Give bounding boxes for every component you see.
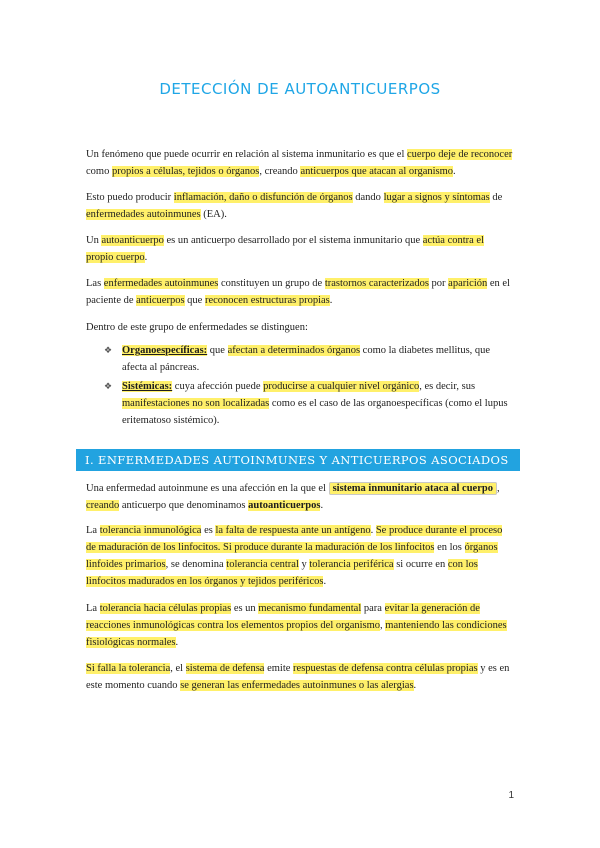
page-title: DETECCIÓN DE AUTOANTICUERPOS: [159, 80, 441, 98]
paragraph-autoimmune-definition: Una enfermedad autoinmune es una afección en la que el sistema inmunitario ataca al cuerpo , creando anticuerpo que denominamos autoanticuerpos.: [86, 483, 500, 511]
highlight: tolerancia central: [226, 559, 299, 570]
diamond-bullet-icon: ❖: [104, 381, 113, 391]
paragraph-tolerance-failure: Si falla la tolerancia, el sistema de defensa emite respuestas de defensa contra células propias y es en este momento cuando se generan las enfermedades autoinmunes o las alergias.: [86, 663, 510, 691]
paragraph-autoantibody-definition: Un autoanticuerpo es un anticuerpo desarrollado por el sistema inmunitario que actúa contra el propio cuerpo.: [86, 235, 485, 263]
highlight: enfermedades autoinmunes: [103, 278, 219, 289]
highlight: cuerpo deje de reconocer: [407, 149, 513, 160]
highlight: manifestaciones no son localizadas: [122, 398, 270, 409]
highlight: órganos linfoides primarios: [86, 542, 498, 570]
paragraph-effects: Esto puedo producir inflamación, daño o disfunción de órganos dando lugar a signos y síntomas de enfermedades autoinmunes (EA).: [86, 192, 503, 220]
highlight: respuestas de defensa contra células propias: [293, 663, 478, 674]
highlight: autoanticuerpos: [248, 500, 321, 511]
highlight: tolerancia inmunológica: [99, 525, 202, 536]
highlight: tolerancia periférica: [309, 559, 394, 570]
highlight: tolerancia hacia células propias: [99, 603, 232, 614]
highlight: anticuerpos: [136, 295, 185, 306]
highlight: se generan las enfermedades autoinmunes o las alergias: [180, 680, 414, 691]
highlight: aparición: [448, 278, 488, 289]
highlight: manteniendo las condiciones fisiológicas normales: [86, 620, 507, 648]
highlight: la falta de respuesta ante un antígeno: [215, 525, 371, 536]
highlight: creando: [86, 500, 120, 511]
highlight: inflamación, daño o disfunción de órganos: [173, 192, 353, 203]
highlight: propios a células, tejidos o órganos: [111, 166, 260, 177]
highlight: con los linfocitos madurados en los órganos y tejidos periféricos: [86, 559, 478, 587]
highlight: sistema inmunitario ataca al cuerpo: [329, 482, 497, 495]
highlight: afectan a determinados órganos: [227, 345, 361, 356]
highlight: anticuerpos que atacan al organismo: [300, 166, 454, 177]
paragraph-self-tolerance: La tolerancia hacia células propias es un mecanismo fundamental para evitar la generación de reacciones inmunológicas contra los elementos propios del organismo, manteniendo las condiciones fisiológicas normales.: [86, 603, 507, 648]
highlight: lugar a signos y síntomas: [383, 192, 490, 203]
list-item: ❖ Sistémicas: cuya afección puede producirse a cualquier nivel orgánico, es decir, sus manifestaciones no son localizadas como es el caso de las organoespecíficas (como el lupus eritematoso sistémico).: [104, 378, 514, 429]
highlight: producirse a cualquier nivel orgánico: [263, 381, 420, 392]
highlight: mecanismo fundamental: [258, 603, 362, 614]
highlight: reconocen estructuras propias: [204, 295, 330, 306]
list-item: ❖ Organoespecíficas: que afectan a determinados órganos como la diabetes mellitus, que afecta al páncreas.: [104, 342, 514, 376]
paragraph-intro: Un fenómeno que puede ocurrir en relación al sistema inmunitario es que el cuerpo deje de reconocer como propios a células, tejidos o órganos, creando anticuerpos que atacan al organismo.: [86, 149, 513, 177]
diamond-bullet-icon: ❖: [104, 345, 113, 355]
paragraph-immune-tolerance: La tolerancia inmunológica es la falta de respuesta ante un antígeno. Se produce durante el proceso de maduración de los linfocitos. Si produce durante la maduración de los linfocitos en los órganos linfoides primarios, se denomina tolerancia central y tolerancia periférica si ocurre en con los linfocitos madurados en los órganos y tejidos periféricos.: [86, 525, 503, 587]
highlight: actúa contra el propio cuerpo: [86, 235, 485, 263]
paragraph-autoimmune-diseases: Las enfermedades autoinmunes constituyen un grupo de trastornos caracterizados por aparición en el paciente de anticuerpos que reconocen estructuras propias.: [86, 278, 510, 306]
paragraph-groups-intro: Dentro de este grupo de enfermedades se distinguen:: [86, 322, 308, 333]
highlight: evitar la generación de reacciones inmunológicas contra los elementos propios del organismo: [86, 603, 480, 631]
highlight: Se produce durante el proceso de maduración de los linfocitos. Si produce durante la maduración de los linfocitos: [86, 525, 503, 553]
highlight: enfermedades autoinmunes: [86, 209, 201, 220]
highlight: sistema de defensa: [185, 663, 265, 674]
highlight: Si falla la tolerancia: [86, 663, 171, 674]
disease-types-list: [104, 342, 514, 431]
section-heading: I. ENFERMEDADES AUTOINMUNES Y ANTICUERPOS ASOCIADOS: [76, 449, 520, 471]
highlight: trastornos caracterizados: [324, 278, 429, 289]
highlight: autoanticuerpo: [101, 235, 164, 246]
page-number: 1: [508, 790, 514, 801]
